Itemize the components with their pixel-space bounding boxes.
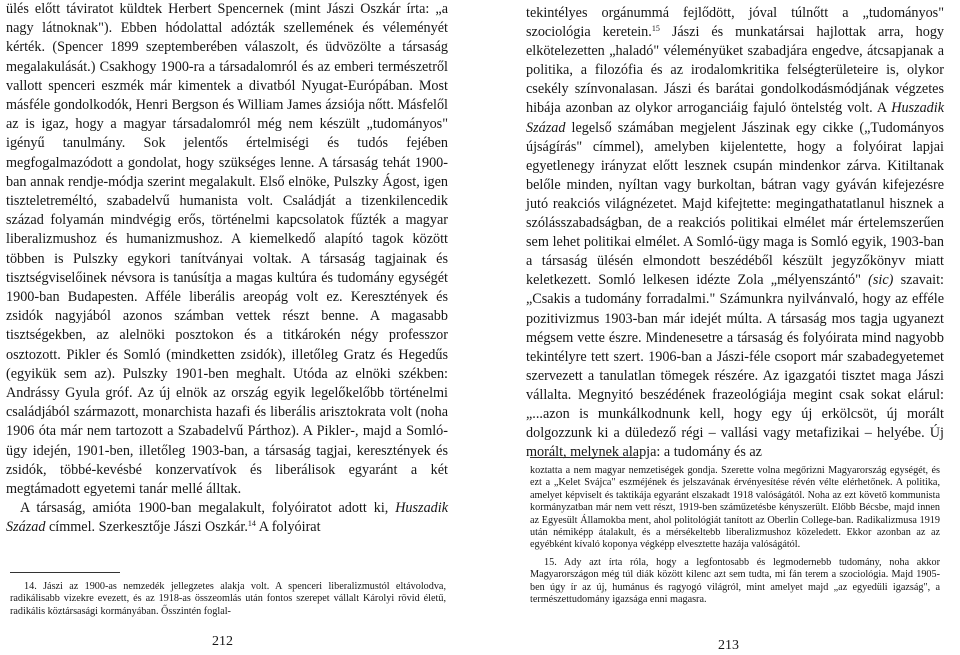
page-number: 212 xyxy=(212,634,233,649)
footnote: 15. Ady azt írta róla, hogy a legfontosabb és legmodernebb tudomány, noha akkor Magyarországon még túl diák között kilenc azt sem tudta, mi fán terem a szociológia. Majd 1905-ben úgy ír az új, humánus és ragyogó világról, mint amelyet majd „az egyedüli igazság", a természettudomány igazsága enni magasra. xyxy=(530,556,940,606)
right-main-text xyxy=(526,4,944,462)
footnote-rule xyxy=(530,457,638,458)
footnote-continuation: koztatta a nem magyar nemzetiségek gondja. Szerette volna megőrizni Magyarország egységét, és ezt a „Kelet Svájca" eszméjének és jelszavának érvényesítése révén vélte elérhetőnek. A politika, amelyet képviselt és taktikája egyaránt elszakadt 1918 valóságától. Noha az ezt követő kommunista kormányzatban már nem vett részt, 1919-ben száműzetésbe kényszerült. Előbb Bécsbe, majd innen az Egyesült Államokba ment, ahol politológiát tanított az Oberlin College-ban. Radikalizmusa 1919 után némiképp átalakult, és a mérsékeltebb liberalizmushoz közeledett. Ekkor azonban az az egyébként kívaló koponya végképp elvesztette hazája valóságától. xyxy=(530,465,940,551)
paragraph: A társaság, amióta 1900-ban megalakult, folyóiratot adott ki, Huszadik Század címmel. Szerkesztője Jászi Oszkár.$^{14}$ A folyóirat xyxy=(6,500,448,536)
page-number: 213 xyxy=(718,638,739,653)
paragraph: tekintélyes orgánummá fejlődött, jóval túlnőtt a „tudományos" szociológia keretein.$^{15}$ Jászi és munkatársai hajlottak arra, hogy elkötelezetten „haladó" véleményüket szabadjára engedve, átcsapjanak a politika, a filozófia és az irodalomkritika felségterületeire is, olykor csekély színvonalasan. Jászi és barátai gondolkodásmódjának végzetes hibája azonban az olykor arroganciáig fajuló öntelstég volt. A Huszadik Század legelső számában megjelent Jászinak egy cikke („Tudományos újságírás" címmel), amelyben kijelentette, hogy a folyóirat lapjai egyetlenegy irányzat előtt lesznek csupán mindenkor zárva. Kitiltanak belőle minden, nyíltan vagy burkoltan, bátran vagy gyáván kifejezésre jutó reakciós világnézetet. Majd kifejtette: megingathatatlanul hisznek a szólásszabadságban, de a reakciós politikai elmélet már értelemszerűen sem lehet politikai elmélet. A Somló-ügy maga is Somló egyik, 1903-ban a társaság ülésén elmondott beszédéből készült jegyzőkönyv miatt keletkezett. Somló lelkesen idézte Zola „mélyenszántó" (sic) szavait: „Csakis a tudomány forradalmi." Számunkra nyilvánvaló, hogy az efféle pozitivizmus 1903-ban már idejét múlta. A társaság mos tagja ugyanezt mégsem vette észre. Mindenesetre a társaság és folyóirata mind nagyobb tekintélyre tett szert. 1906-ban a Jászi-féle csoport már szabadegyetemet szervezett a tanulatlan tömegek részére. Az igazgatói tisztet maga Jászi vállalta. Megnyitó beszédének frazeológiája megint csak sokat elárul: „...azon is munkálkodnunk kell, hogy egy új erkölcsöt, új morált dolgozzunk ki a düledező régi – vallási vagy metafizikai – helyébe. Új morált, melynek alapja: a tudomány és az xyxy=(526,5,945,461)
journal-title: Huszadik Század xyxy=(6,500,448,536)
paragraph: ülés előtt táviratot küldtek Herbert Spencernek (mint Jászi Oszkár írta: „a nagy látnoknak"). Ebben hódolattal adózták szellemének és véleményét kérték. (Spencer 1899 szeptemberében válaszolt, és üdvözölte a társaság megalakulását.) Csakhogy 1900-ra a társadalomról és az emberi természetről vallott spenceri eszmék már kimentek a divatból Nyugat-Európában. Most másféle gondolkodók, Henri Bergson és William James ázsiója nőtt. Másfelől az is igaz, hogy a magyar társadalomról még nem készült „tudományos" igényű tanulmány. Sok jelentős értelmiségi és tudós fejében megfogalmazódott a gondolat, hogy szükséges lenne. A társaság tehát 1900-ban annak rendje-módja szerint megalakult. Első elnöke, Pulszky Ágost, igen tiszteletreméltó, szabadelvű humanista volt. Családját a tizenkilencedik század folyamán mindvégig erős, történelmi kapcsolatok fűzték a magyar liberalizmushoz és humanizmushoz. A kiemelkedő alapító tagok között többen is Pulszky egykori tanítványai voltak. A társaság tagjainak és tisztségviselőinek névsora is tanúsítja a magas kultúra és tudomány egységét 1900-ban Budapesten. Afféle liberális areopág volt ez. Keresztények és zsidók nagyjából azonos számban vettek részt benne. A magasabb tisztségekben, az alelnöki posztokon és a titkárokén négy professzor osztozott. Pikler és Somló (mindketten zsidók), illetőleg Gratz és Hegedűs (egyikük sem az). Pulszky 1901-ben meghalt. Utóda az elnöki székben: Andrássy Gyula gróf. Az új elnök az ország egyik legelőkelőbb történelmi családjából származott, monarchista hazafi és liberális arisztokrata volt (noha 1906 óta már nem tartozott a Szabadelvű Párthoz). A Pikler-, majd a Somló-ügy idején, 1901-ben, illetőleg 1903-ban, a társaság tagjai, keresztények és zsidók, többé-kevésbé konzervatívok és liberálisok egyaránt a két megtámadott egyetemi tanár mellé álltak. xyxy=(6,1,448,498)
left-main-text xyxy=(6,0,448,538)
left-footnotes xyxy=(10,581,446,618)
footnote-marker[interactable]: 15 xyxy=(651,24,660,34)
right-footnotes xyxy=(530,465,940,606)
footnote-rule xyxy=(10,572,120,573)
journal-title: Huszadik Század xyxy=(526,100,945,136)
footnote-marker[interactable]: 14 xyxy=(247,519,256,529)
sic-note: (sic) xyxy=(868,272,894,289)
right-page xyxy=(480,0,960,655)
footnote: 14. Jászi az 1900-as nemzedék jellegzetes alakja volt. A spenceri liberalizmustól eltávolodva, radikálisabb vizekre evezett, és az 1918-as összeomlás után fontos szerepet vállalt Károlyi rövid életű, radikális köztársasági kormányában. Ősszintén foglal- xyxy=(10,581,446,617)
